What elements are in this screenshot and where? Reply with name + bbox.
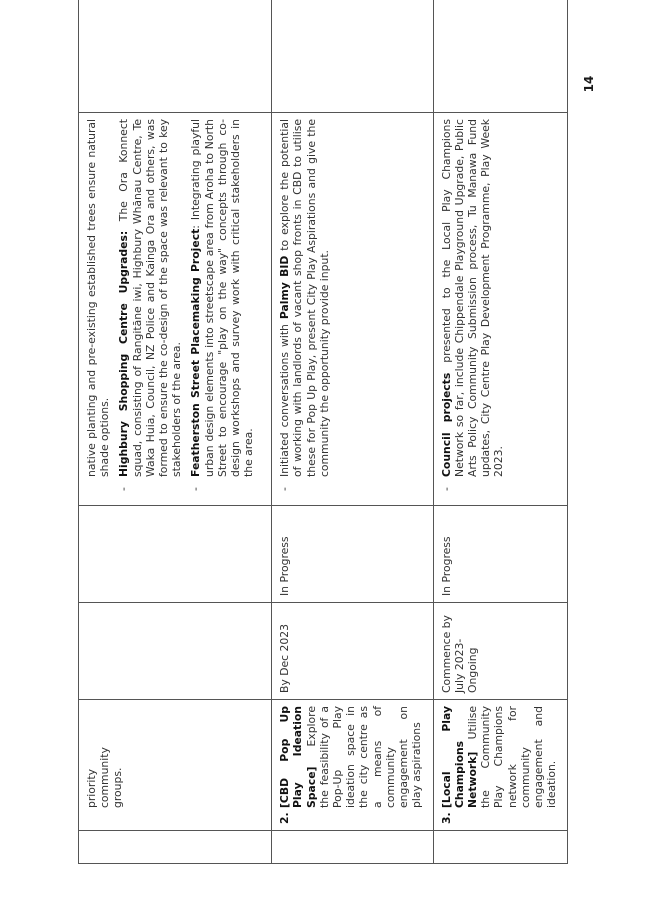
blank-cell: [272, 0, 433, 113]
action-title: [Local Play Champions Network]: [439, 706, 479, 808]
rotated-table-container: [78, 56, 568, 864]
bullet-text: [278, 119, 331, 477]
progress-cell: [433, 113, 567, 506]
bullet-dash: -: [117, 487, 131, 491]
progress-bullet: [189, 119, 255, 499]
action-cell: [272, 700, 433, 831]
timeframe-cell: [79, 603, 272, 700]
action-entry: [440, 706, 559, 824]
action-number: 2.: [278, 812, 292, 824]
progress-continuation: native planting and pre-existing established trees ensure natural shade options.: [85, 119, 112, 477]
action-plan-table: [78, 0, 568, 864]
status-cell: [79, 506, 272, 603]
bullet-dash: -: [278, 487, 292, 491]
bullet-body: Initiated conversations with: [278, 319, 292, 477]
status-text: In Progress: [278, 536, 292, 596]
blank-cell: [433, 831, 567, 864]
bullet-text: [189, 119, 255, 477]
bullet-text: [117, 119, 183, 477]
action-cell: [433, 700, 567, 831]
bullet-body: presented to the Local Play Champions Network so far, include Chippendale Playground Upgrade, Public Arts Policy Community Submission process, Tu Manawa Fund updates, City Centre Play Development Programme, Play Week 2023.: [439, 119, 506, 477]
bullet-body: : Integrating playful urban design elements into streetscape area from Aroha to North Street to encourage "play on the way" concepts through co-design workshops and survey work with critical stakeholders in the area.: [189, 119, 256, 477]
progress-bullet: [278, 119, 331, 499]
blank-cell: [272, 831, 433, 864]
timeframe-text: By Dec 2023: [278, 623, 292, 693]
action-number: 3.: [439, 812, 453, 824]
action-text: [278, 706, 423, 808]
progress-bullet: [440, 119, 506, 499]
progress-cell: [272, 113, 433, 506]
bullet-text: [440, 119, 506, 477]
action-continuation: priority community groups.: [85, 747, 125, 808]
timeframe-cell: [433, 603, 567, 700]
action-cell: [79, 700, 272, 831]
bullet-dash: -: [189, 487, 203, 491]
action-title: [CBD Pop Up Play Ideation Space]: [278, 706, 318, 808]
action-entry: [278, 706, 423, 824]
status-text: In Progress: [439, 536, 453, 596]
blank-cell: [433, 0, 567, 113]
timeframe-cell: [272, 603, 433, 700]
status-cell: [433, 506, 567, 603]
blank-cell: [79, 831, 272, 864]
progress-bullet: [117, 119, 183, 499]
table-row: [433, 0, 567, 864]
progress-cell: [79, 113, 272, 506]
timeframe-text: Commence by July 2023-Ongoing: [439, 615, 479, 693]
partner-name: Palmy BID: [278, 255, 292, 320]
blank-cell: [79, 0, 272, 113]
page-number: 14: [582, 75, 596, 93]
action-description: Utilise the Community Play Champions network for community engagement and ideation.: [465, 706, 559, 808]
bullet-dash: -: [439, 487, 453, 491]
table-row: [79, 0, 272, 864]
bullet-body: to explore the potential of working with landlords of vacant shop fronts in CBD to utilise these for Pop Up Play, present City Play Aspirations and give the community the opportunity provide input.: [278, 119, 331, 477]
bullet-title: Highbury Shopping Centre Upgrades:: [117, 230, 131, 477]
bullet-body: The Ora Konnect squad, consisting of Rangitāne iwi, Highbury Whānau Centre, Te Waka Huia, Council, NZ Police and Kainga Ora and others, was formed to ensure the co-design of the space was relevant to key stakeholders of the area.: [117, 119, 184, 477]
table-row: [272, 0, 433, 864]
action-description: Explore the feasibility of a Pop-Up Play ideation space in the city centre as a means of community engagement on play aspirations: [304, 706, 424, 808]
status-cell: [272, 506, 433, 603]
bullet-title: Council projects: [439, 372, 453, 477]
bullet-title: Featherston Street Placemaking Project: [189, 228, 203, 477]
action-text: [440, 706, 559, 808]
